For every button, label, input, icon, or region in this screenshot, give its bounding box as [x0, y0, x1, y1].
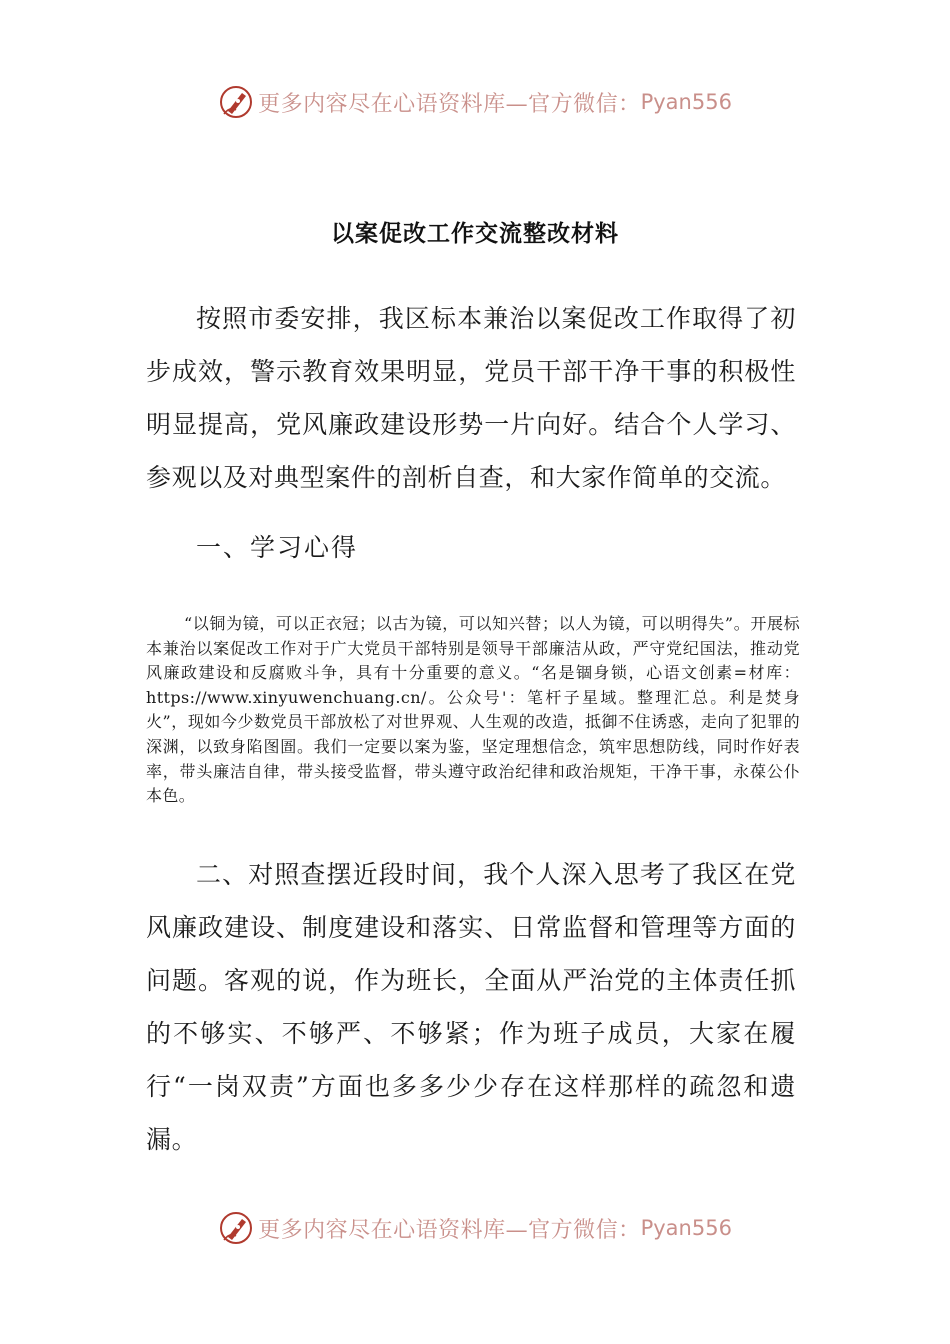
footer-banner-wechat-id: Pyan556	[640, 1216, 732, 1240]
header-banner-text: 更多内容尽在心语资料库—官方微信：	[258, 91, 641, 117]
paragraph-study-notes: “以铜为镜，可以正衣冠；以古为镜，可以知兴替；以人为镜，可以明得失”。开展标本兼治以案促改工作对于广大党员干部特别是领导干部廉洁从政，严守党纪国法，推动党风廉政建设和反腐败斗争，具有十分重要的意义。“名是锢身锁，心语文创素=材库：https://www.xinyuwenchuang.cn/。公众号'：笔杆子星域。整理汇总。利是焚身火”，现如今少数党员干部放松了对世界观、人生观的改造，抵御不住诱惑，走向了犯罪的深渊，以致身陷图圄。我们一定要以案为鉴，坚定理想信念，筑牢思想防线，同时作好表率，带头廉洁自律，带头接受监督，带头遵守政治纪律和政治规矩，干净干事，永葆公仆本色。	[146, 614, 800, 806]
document-title: 以案促改工作交流整改材料	[331, 220, 619, 247]
header-banner	[0, 80, 950, 124]
paragraph-intro: 按照市委安排，我区标本兼治以案促改工作取得了初步成效，警示教育效果明显，党员干部干净干事的积极性明显提高，党风廉政建设形势一片向好。结合个人学习、参观以及对典型案件的剖析自查，和大家作简单的交流。	[146, 304, 796, 492]
header-banner-wechat-id: Pyan556	[640, 90, 732, 114]
footer-banner-text: 更多内容尽在心语资料库—官方微信：	[258, 1217, 641, 1243]
section-heading-study: 一、学习心得	[196, 533, 359, 562]
footer-banner	[0, 1206, 950, 1250]
pen-nib-circle-icon	[218, 1210, 254, 1246]
paragraph-self-review: 二、对照查摆近段时间，我个人深入思考了我区在党风廉政建设、制度建设和落实、日常监督和管理等方面的问题。客观的说，作为班长，全面从严治党的主体责任抓的不够实、不够严、不够紧；作为班子成员，大家在履行“一岗双责”方面也多多少少存在这样那样的疏忽和遗漏。	[146, 860, 796, 1154]
pen-nib-circle-icon	[218, 84, 254, 120]
